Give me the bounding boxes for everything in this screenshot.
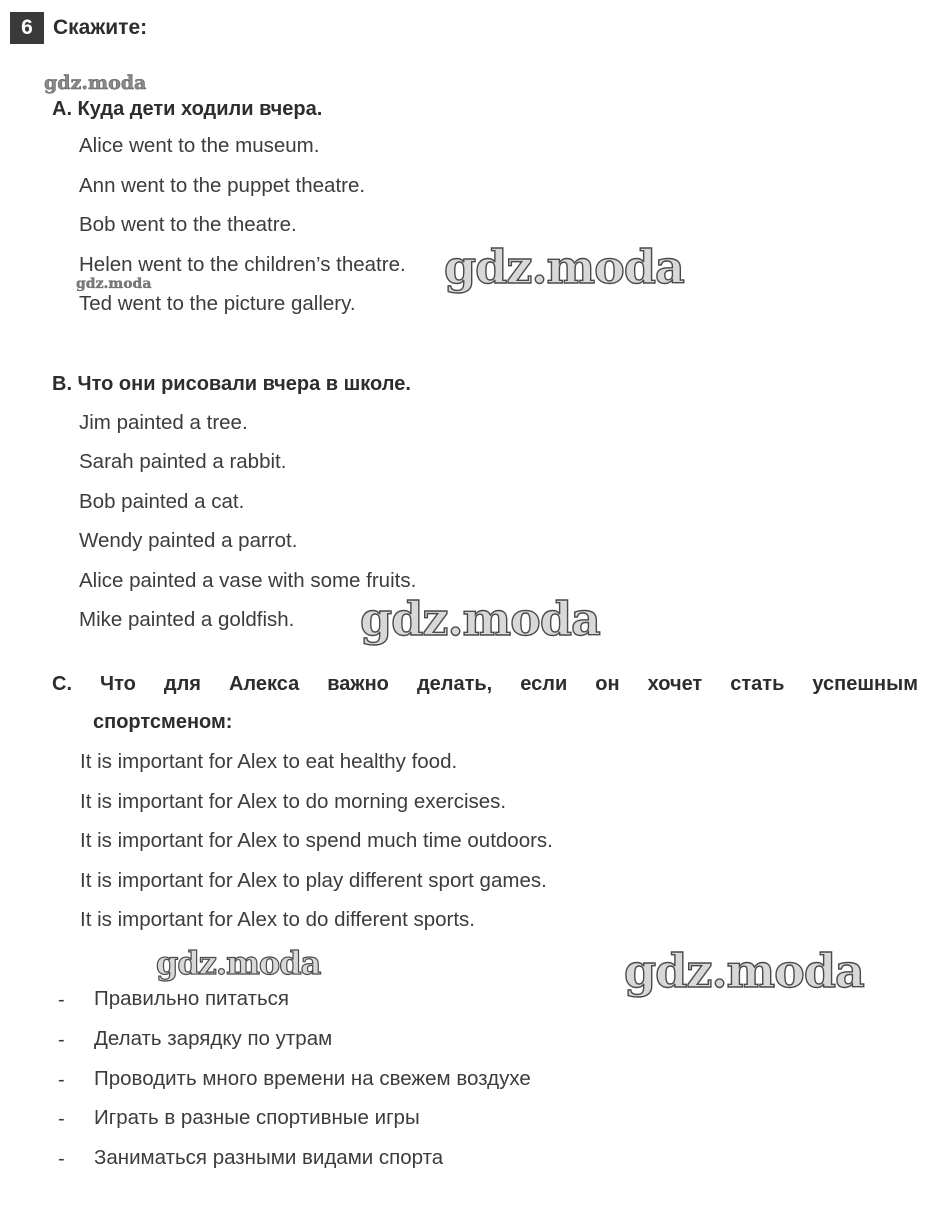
section-c-line: It is important for Alex to play different sport games. xyxy=(80,869,547,892)
section-c-line: It is important for Alex to do different sports. xyxy=(80,908,476,931)
section-b-line: Bob painted a cat. xyxy=(79,490,245,513)
section-a-line: Alice went to the museum. xyxy=(79,134,320,157)
section-c-line: It is important for Alex to eat healthy food. xyxy=(80,750,458,773)
heading-word: важно xyxy=(327,673,389,695)
heading-word: стать xyxy=(730,673,785,695)
section-b-line: Mike painted a goldfish. xyxy=(79,608,295,631)
watermark-logo: gdz.moda xyxy=(156,944,321,982)
watermark-logo: gdz.moda xyxy=(444,240,684,294)
section-b-line: Wendy painted a parrot. xyxy=(79,529,298,552)
section-a-line: Helen went to the children’s theatre. xyxy=(79,253,406,276)
section-a-line: Ann went to the puppet theatre. xyxy=(79,174,366,197)
section-b-line: Sarah painted a rabbit. xyxy=(79,450,287,473)
section-c-heading xyxy=(52,672,918,696)
translation-item: Заниматься разными видами спорта xyxy=(94,1146,444,1169)
watermark-logo: gdz.moda xyxy=(624,944,864,998)
bullet-dash: - xyxy=(58,989,65,1011)
heading-word: если xyxy=(520,673,568,695)
watermark-logo: gdz.moda xyxy=(76,276,152,292)
heading-word: делать, xyxy=(416,673,493,695)
translation-item: Делать зарядку по утрам xyxy=(94,1027,333,1050)
section-b-line: Jim painted a tree. xyxy=(79,411,248,434)
section-a-line: Bob went to the theatre. xyxy=(79,213,297,236)
section-c-heading-continuation: спортсменом: xyxy=(93,711,233,733)
heading-word: Что xyxy=(100,673,136,695)
exercise-title: Скажите: xyxy=(53,16,148,39)
section-c-line: It is important for Alex to spend much time outdoors. xyxy=(80,829,553,852)
bullet-dash: - xyxy=(58,1148,65,1170)
exercise-number-badge: 6 xyxy=(10,12,44,44)
bullet-dash: - xyxy=(58,1108,65,1130)
watermark-logo: gdz.moda xyxy=(44,72,147,94)
heading-word: он xyxy=(595,673,620,695)
heading-word: хочет xyxy=(647,673,703,695)
heading-word: Алекса xyxy=(228,673,300,695)
section-c-line: It is important for Alex to do morning exercises. xyxy=(80,790,507,813)
translation-item: Проводить много времени на свежем воздухе xyxy=(94,1067,531,1090)
section-b-line: Alice painted a vase with some fruits. xyxy=(79,569,417,592)
exercise-header xyxy=(10,12,147,44)
heading-word: C. xyxy=(52,673,72,695)
section-a-line: Ted went to the picture gallery. xyxy=(79,292,356,315)
translation-item: Играть в разные спортивные игры xyxy=(94,1106,420,1129)
bullet-dash: - xyxy=(58,1029,65,1051)
watermark-logo: gdz.moda xyxy=(360,592,600,646)
bullet-dash: - xyxy=(58,1069,65,1091)
section-b-heading: B. Что они рисовали вчера в школе. xyxy=(52,373,411,395)
heading-word: успешным xyxy=(812,673,918,695)
heading-word: для xyxy=(163,673,201,695)
translation-item: Правильно питаться xyxy=(94,987,290,1010)
section-a-heading: A. Куда дети ходили вчера. xyxy=(52,98,323,120)
